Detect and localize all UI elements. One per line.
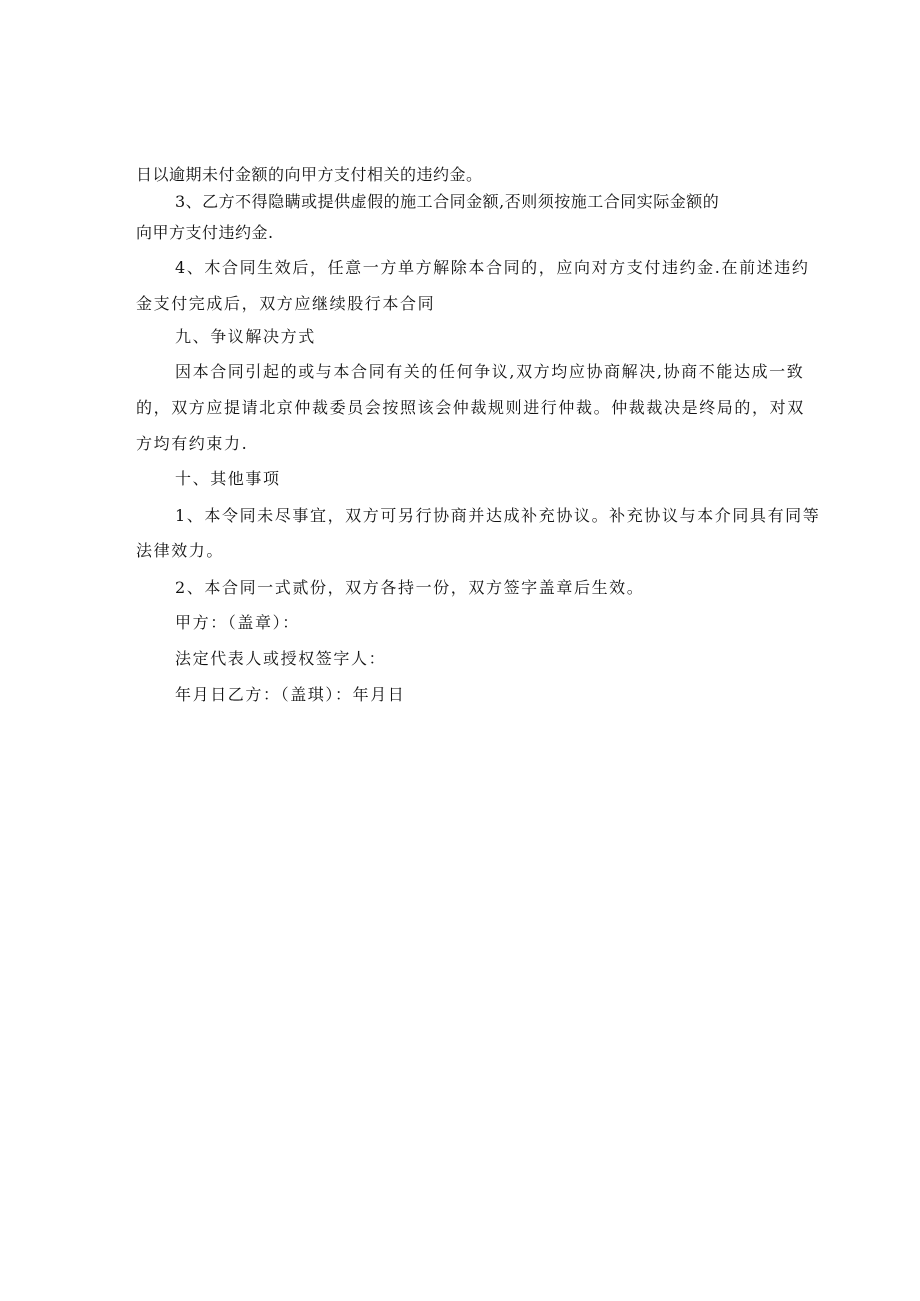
clause-4-line: 4、木合同生效后，任意一方单方解除本合同的，应向对方支付违约金.在前述违约 — [175, 258, 810, 277]
text-line: 方均有约束力. — [136, 434, 249, 453]
text-line: 日以逾期未付金额的向甲方支付相关的违约金。 — [136, 165, 483, 184]
clause-1-line: 1、本令同未尽事宜，双方可另行协商并达成补充协议。补充协议与本介同具有同等 — [175, 506, 821, 525]
legal-rep-line: 法定代表人或授权签字人： — [175, 649, 387, 668]
section-10-heading: 十、其他事项 — [175, 469, 281, 488]
party-a-signature-line: 甲方：（盖章）： — [175, 613, 300, 632]
clause-2-line: 2、本合同一式贰份，双方各持一份，双方签字盖章后生效。 — [175, 578, 645, 597]
text-line: 金支付完成后，双方应继续股行本合同 — [136, 294, 436, 313]
date-party-b-line: 年月日乙方：（盖琪）：年月日 — [175, 685, 406, 704]
clause-3-line: 3、乙方不得隐瞒或提供虚假的施工合同金额,否则须按施工合同实际金额的 — [175, 192, 720, 211]
section-9-heading: 九、争议解决方式 — [175, 327, 316, 346]
text-line: 法律效力。 — [136, 541, 225, 560]
text-line: 的，双方应提请北京仲裁委员会按照该会仲裁规则进行仲裁。仲裁裁决是终局的，对双 — [136, 398, 805, 417]
dispute-paragraph-line: 因本合同引起的或与本合同有关的任何争议,双方均应协商解决,协商不能达成一致 — [175, 362, 805, 381]
text-line: 向甲方支付违约金. — [136, 223, 274, 242]
